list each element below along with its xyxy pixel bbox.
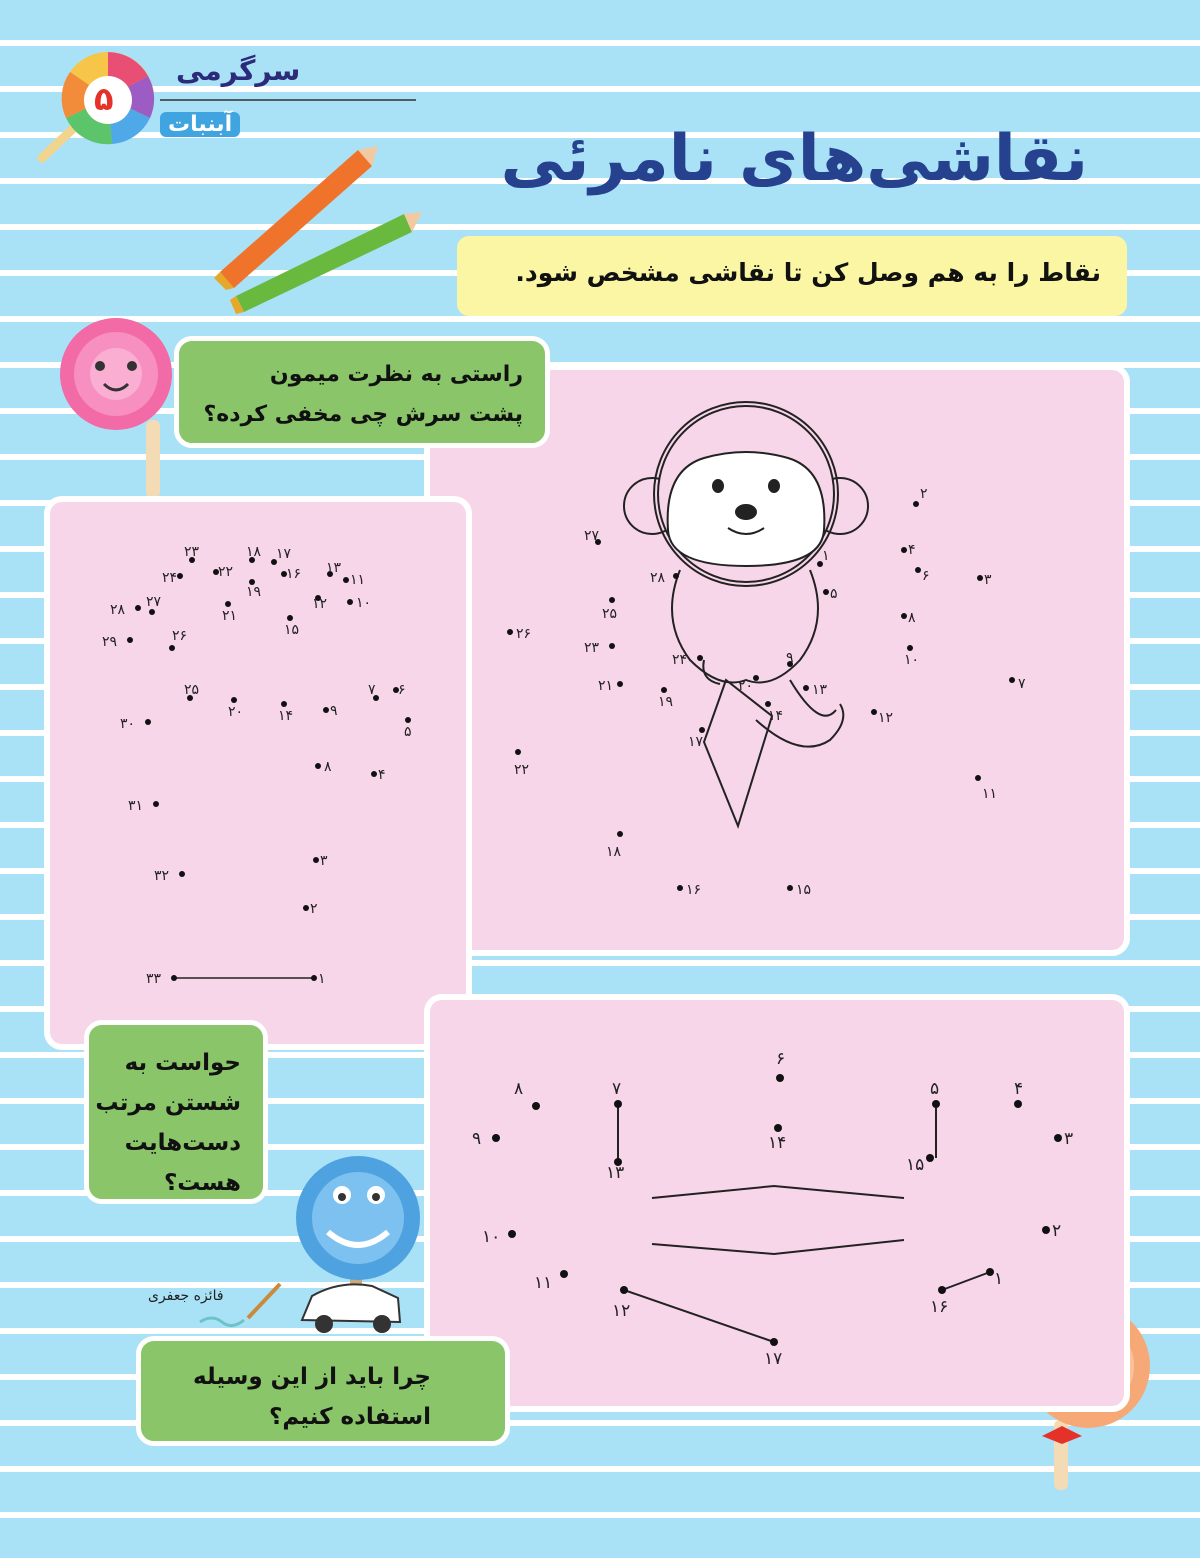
bottom-dot-1	[986, 1268, 994, 1276]
bottom-dot-7	[614, 1100, 622, 1108]
left-dot-5	[405, 717, 411, 723]
monkey-dot-6	[915, 567, 921, 573]
monkey-dot-label-3: ۳	[984, 572, 992, 588]
monkey-dot-3	[977, 575, 983, 581]
monkey-dot-22	[515, 749, 521, 755]
bottom-dot-3	[1054, 1134, 1062, 1142]
item-question-bubble	[136, 1336, 510, 1446]
monkey-dot-13	[803, 685, 809, 691]
monkey-dot-label-10: ۱۰	[904, 652, 920, 668]
left-dot-label-19: ۱۹	[246, 584, 262, 600]
monkey-dot-2	[913, 501, 919, 507]
left-dot-label-7: ۷	[368, 682, 376, 698]
left-dot-label-30: ۳۰	[120, 716, 136, 732]
monkey-dot-5	[823, 589, 829, 595]
left-dot-26	[169, 645, 175, 651]
monkey-dot-label-6: ۶	[922, 568, 930, 584]
monkey-dot-16	[677, 885, 683, 891]
left-dot-label-24: ۲۴	[162, 570, 178, 586]
monkey-dot-label-14: ۱۴	[768, 708, 784, 724]
monkey-dot-11	[975, 775, 981, 781]
monkey-dot-label-21: ۲۱	[598, 678, 614, 694]
monkey-dot-14	[765, 701, 771, 707]
left-dot-20	[231, 697, 237, 703]
bottom-dot-label-4: ۴	[1014, 1079, 1024, 1099]
left-dot-label-6: ۶	[398, 682, 406, 698]
left-dot-label-21: ۲۱	[222, 608, 238, 624]
left-dot-puzzle	[102, 544, 412, 987]
bottom-dot-16	[938, 1286, 946, 1294]
left-dot-label-10: ۱۰	[356, 595, 372, 611]
monkey-dot-label-2: ۲	[920, 486, 928, 502]
bottom-dot-17	[770, 1338, 778, 1346]
left-dot-label-3: ۳	[320, 853, 328, 869]
monkey-dot-19	[661, 687, 667, 693]
monkey-dot-label-19: ۱۹	[658, 694, 674, 710]
monkey-dot-label-26: ۲۶	[516, 626, 532, 642]
bottom-dot-label-12: ۱۲	[612, 1301, 631, 1321]
bottom-dot-label-9: ۹	[472, 1129, 482, 1149]
bottom-dot-11	[560, 1270, 568, 1278]
monkey-dot-label-24: ۲۴	[672, 652, 688, 668]
left-dot-label-27: ۲۷	[146, 594, 162, 610]
monkey-dot-20	[753, 675, 759, 681]
left-dot-8	[315, 763, 321, 769]
bottom-dot-label-5: ۵	[930, 1079, 940, 1099]
issue-number: ۵	[94, 80, 114, 118]
monkey-dot-4	[901, 547, 907, 553]
monkey-drawing	[624, 402, 868, 826]
left-dot-label-9: ۹	[330, 703, 338, 719]
bottom-dot-label-16: ۱۶	[930, 1297, 949, 1317]
left-dot-label-25: ۲۵	[184, 682, 200, 698]
bottom-dot-2	[1042, 1226, 1050, 1234]
bottom-dot-label-1: ۱	[994, 1269, 1004, 1289]
monkey-dot-label-11: ۱۱	[982, 786, 998, 802]
left-dot-15	[287, 615, 293, 621]
bottom-dot-12	[620, 1286, 628, 1294]
left-dots	[102, 544, 412, 987]
bottom-dot-label-17: ۱۷	[764, 1349, 783, 1369]
left-dot-label-22: ۲۲	[218, 564, 234, 580]
left-dot-label-16: ۱۶	[286, 566, 302, 582]
monkey-dot-label-28: ۲۸	[650, 570, 666, 586]
hands-question-line-4: هست؟	[163, 1170, 241, 1196]
monkey-dot-label-13: ۱۳	[812, 682, 828, 698]
monkey-dot-label-15: ۱۵	[796, 882, 812, 898]
monkey-dot-12	[871, 709, 877, 715]
bottom-dot-label-11: ۱۱	[534, 1273, 553, 1293]
monkey-dot-26	[507, 629, 513, 635]
left-dot-1	[311, 975, 317, 981]
monkey-dot-label-5: ۵	[830, 586, 838, 602]
bottom-dot-label-14: ۱۴	[768, 1133, 787, 1153]
left-dot-label-11: ۱۱	[350, 572, 366, 588]
bottom-dot-5	[932, 1100, 940, 1108]
monkey-dot-7	[1009, 677, 1015, 683]
left-dot-label-18: ۱۸	[246, 544, 262, 560]
monkey-dot-25	[609, 597, 615, 603]
hands-question-line-2: شستن مرتب	[95, 1090, 241, 1116]
left-dot-29	[127, 637, 133, 643]
left-dot-label-5: ۵	[404, 724, 412, 740]
left-dot-31	[153, 801, 159, 807]
monkey-dot-label-7: ۷	[1018, 676, 1026, 692]
left-dot-32	[179, 871, 185, 877]
left-dot-11	[343, 577, 349, 583]
hands-question-line-1: حواست به	[124, 1050, 241, 1076]
bottom-dot-14	[774, 1124, 782, 1132]
monkey-dot-label-12: ۱۲	[878, 710, 894, 726]
left-dot-label-8: ۸	[324, 759, 332, 775]
monkey-dot-21	[617, 681, 623, 687]
bottom-dot-label-7: ۷	[612, 1079, 622, 1099]
item-question-line-1: چرا باید از این وسیله	[193, 1364, 431, 1390]
monkey-dot-label-8: ۸	[908, 610, 916, 626]
monkey-dot-10	[907, 645, 913, 651]
bottom-dot-label-8: ۸	[514, 1079, 524, 1099]
monkey-question-bubble	[174, 336, 550, 448]
monkey-dot-label-22: ۲۲	[514, 762, 530, 778]
left-dot-3	[313, 857, 319, 863]
left-dot-label-17: ۱۷	[276, 546, 292, 562]
left-dot-9	[323, 707, 329, 713]
left-dot-30	[145, 719, 151, 725]
bottom-dot-10	[508, 1230, 516, 1238]
left-dot-2	[303, 905, 309, 911]
hands-question-line-3: دست‌هایت	[124, 1130, 241, 1156]
bottom-dot-15	[926, 1154, 934, 1162]
item-question-line-2: استفاده کنیم؟	[269, 1404, 431, 1430]
illustrator-credit: فائزه جعفری	[148, 1288, 224, 1304]
instruction-text: نقاط را به هم وصل کن تا نقاشی مشخص شود.	[515, 258, 1101, 287]
left-dot-label-23: ۲۳	[184, 544, 200, 560]
bottom-dot-9	[492, 1134, 500, 1142]
left-dot-label-4: ۴	[378, 767, 386, 783]
left-dot-label-15: ۱۵	[284, 622, 300, 638]
left-dot-14	[281, 701, 287, 707]
monkey-dot-label-9: ۹	[786, 650, 794, 666]
monkey-dot-23	[609, 643, 615, 649]
monkey-question-line-2: پشت سرش چی مخفی کرده؟	[203, 402, 523, 427]
left-dot-label-29: ۲۹	[102, 634, 118, 650]
monkey-dot-8	[901, 613, 907, 619]
monkey-dot-label-1: ۱	[822, 548, 830, 564]
left-dot-label-33: ۳۳	[146, 971, 162, 987]
left-dot-10	[347, 599, 353, 605]
monkey-dot-label-4: ۴	[908, 542, 916, 558]
monkey-dot-18	[617, 831, 623, 837]
bottom-dot-label-2: ۲	[1052, 1221, 1062, 1241]
left-dot-label-12: ۱۲	[312, 596, 328, 612]
left-dot-33	[171, 975, 177, 981]
brand-name-label: آبنبات	[160, 112, 240, 137]
bottom-dot-label-3: ۳	[1064, 1129, 1074, 1149]
left-dot-28	[135, 605, 141, 611]
left-dot-label-32: ۳۲	[154, 868, 170, 884]
monkey-dot-28	[673, 573, 679, 579]
monkey-dot-label-18: ۱۸	[606, 844, 622, 860]
monkey-dot-label-20: ۲۰	[738, 678, 754, 694]
monkey-dot-17	[699, 727, 705, 733]
monkey-dot-label-25: ۲۵	[602, 606, 618, 622]
bottom-dots	[472, 1049, 1073, 1369]
bottom-dot-label-13: ۱۳	[606, 1163, 625, 1183]
left-dot-label-14: ۱۴	[278, 708, 294, 724]
monkey-question-line-1: راستی به نظرت میمون	[269, 362, 523, 387]
monkey-dot-label-16: ۱۶	[686, 882, 702, 898]
bottom-dot-4	[1014, 1100, 1022, 1108]
left-dot-label-13: ۱۳	[326, 560, 342, 576]
bottom-dot-8	[532, 1102, 540, 1110]
monkey-dot-label-23: ۲۳	[584, 640, 600, 656]
page-title: نقاشی‌های نامرئی	[500, 122, 1088, 196]
monkey-dot-label-17: ۱۷	[688, 734, 704, 750]
left-dot-label-31: ۳۱	[128, 798, 144, 814]
left-dot-label-26: ۲۶	[172, 628, 188, 644]
monkey-dot-label-27: ۲۷	[584, 528, 600, 544]
bottom-dot-label-10: ۱۰	[482, 1227, 501, 1247]
left-dot-4	[371, 771, 377, 777]
left-dot-21	[225, 601, 231, 607]
bottom-dot-6	[776, 1074, 784, 1082]
bottom-dot-label-15: ۱۵	[906, 1155, 925, 1175]
monkey-dot-24	[697, 655, 703, 661]
left-dot-label-1: ۱	[318, 971, 326, 987]
brand-small-label: سرگرمی	[176, 54, 301, 87]
hands-question-bubble	[84, 1020, 268, 1204]
left-dot-label-2: ۲	[310, 901, 318, 917]
left-dot-24	[177, 573, 183, 579]
left-dot-label-28: ۲۸	[110, 602, 126, 618]
bottom-dot-label-6: ۶	[776, 1049, 786, 1069]
monkey-dot-15	[787, 885, 793, 891]
left-dot-label-20: ۲۰	[228, 704, 244, 720]
